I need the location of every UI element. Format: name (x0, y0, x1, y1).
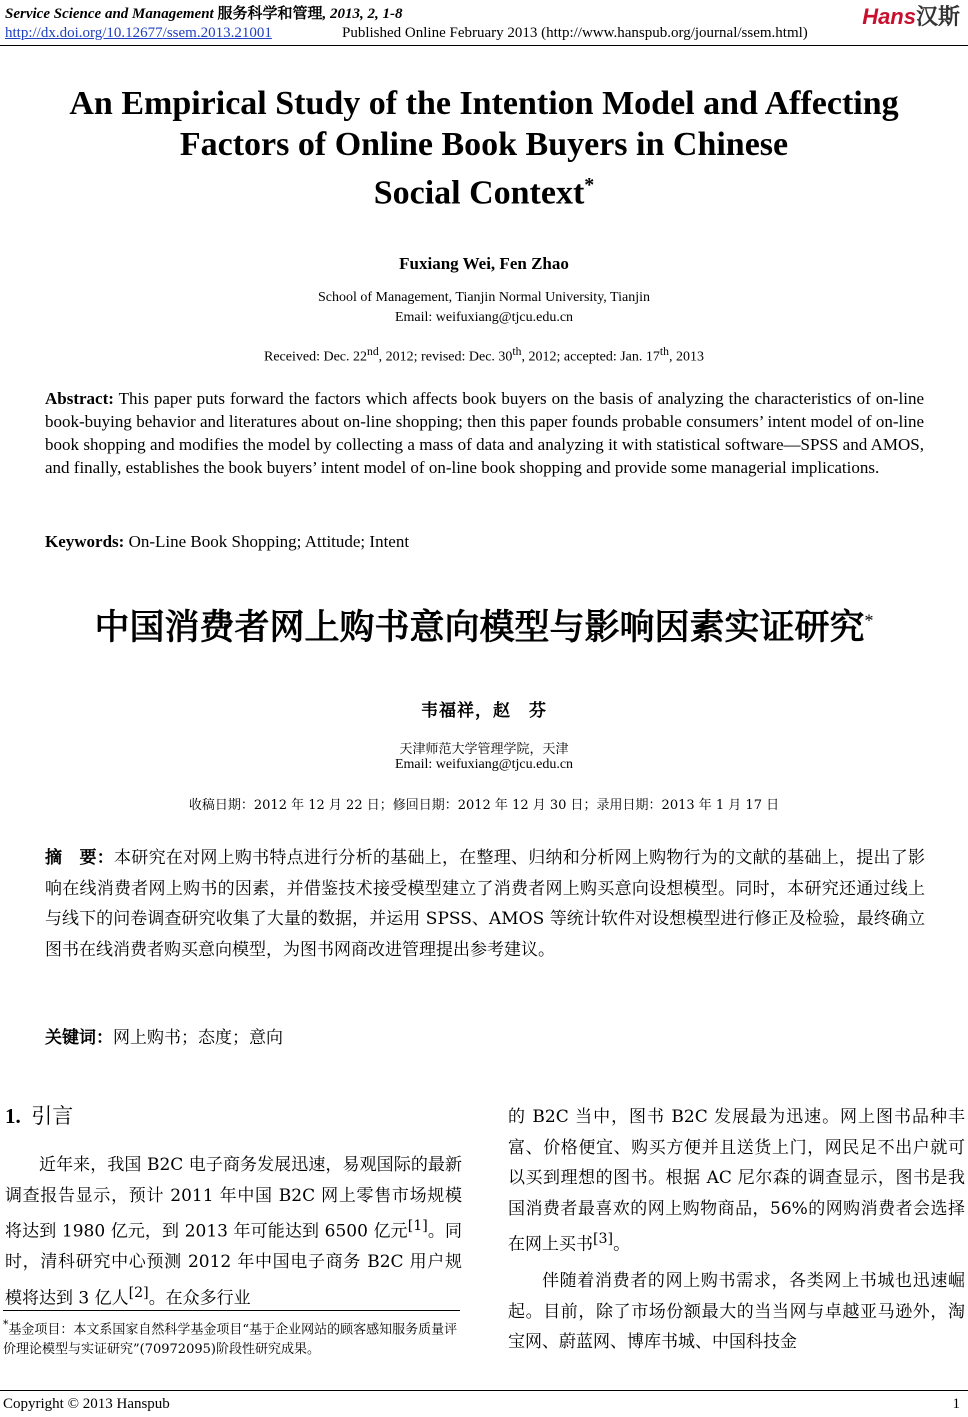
title-line-2: Factors of Online Book Buyers in Chinese (179, 126, 789, 163)
section-title: 引言 (31, 1104, 74, 1128)
left-para-text-b: 。同时，清科研究中心预测 2012 年中国电子商务 B2C 用户规模将达到 3 亿人 (5, 1221, 462, 1309)
received-dates (0, 345, 968, 366)
hans-logo (862, 0, 960, 31)
authors-cn: 韦福祥，赵 芬 (421, 701, 547, 721)
paper-title (30, 83, 938, 213)
footnote-divider (3, 1310, 460, 1311)
email-cn: Email: weifuxiang@tjcu.edu.cn (394, 757, 574, 772)
logo-text-en: Hans (862, 4, 916, 29)
journal-name: Service Science and Management (5, 6, 214, 22)
abstract (45, 387, 924, 479)
received-text-b: , 2012; revised: Dec. 30 (378, 349, 513, 365)
title-footnote-mark: * (584, 174, 595, 196)
copyright: Copyright © 2013 Hanspub (3, 1396, 170, 1412)
right-para-text-b: 。 (613, 1234, 631, 1255)
footnote (3, 1315, 463, 1360)
authors: Fuxiang Wei, Fen Zhao (399, 254, 569, 273)
dates-cn: 收稿日期：2012 年 12 月 22 日；修回日期：2012 年 12 月 30 日；录用日期：2013 年 1 月 17 日 (188, 798, 780, 813)
received-sup-b: th (512, 345, 522, 358)
left-para-text-c: 。在众多行业 (148, 1288, 251, 1309)
affiliation: School of Management, Tianjin Normal University, Tianjin (318, 290, 650, 305)
right-column-paragraph-1 (508, 1102, 965, 1260)
citation-ref-3[interactable]: [3] (593, 1231, 614, 1247)
keywords-text: On-Line Book Shopping; Attitude; Intent (128, 532, 410, 551)
keywords-cn-label: 关键词： (45, 1028, 113, 1048)
right-column-paragraph-2: 伴随着消费者的网上购书需求，各类网上书城也迅速崛起。目前，除了市场份额最大的当当网与卓越亚马逊外，淘宝网、蔚蓝网、博库书城、中国科技金 (508, 1271, 965, 1352)
logo-text-cn: 汉斯 (915, 4, 960, 29)
abstract-label: Abstract: (45, 389, 114, 408)
abstract-cn-label: 摘 要： (45, 848, 115, 868)
header-divider (0, 45, 968, 46)
email: Email: weifuxiang@tjcu.edu.cn (394, 310, 574, 325)
keywords (45, 530, 924, 553)
citation-ref-1[interactable]: [1] (407, 1218, 428, 1234)
section-heading (5, 1100, 73, 1130)
abstract-cn-text: 本研究在对网上购书特点进行分析的基础上，在整理、归纳和分析网上购物行为的文献的基础上，提出了影响在线消费者网上购书的因素，并借鉴技术接受模型建立了消费者网上购买意向设想模型。同时，本研究还通过线上与线下的问卷调查研究收集了大量的数据，并运用 SPSS、AMOS 等统计软件对设想模型进行修正及检验，最终确立图书在线消费者购买意向模型，为图书网商改进管理提出参考建议。 (45, 848, 926, 960)
keywords-cn (45, 1023, 925, 1054)
section-number: 1. (5, 1104, 21, 1128)
abstract-cn (45, 843, 925, 965)
title-line-1: An Empirical Study of the Intention Model and Affecting (69, 85, 899, 122)
left-para-text-a: 近年来，我国 B2C 电子商务发展迅速，易观国际的最新调查报告显示，预计 2011 年中国 B2C 网上零售市场规模将达到 1980 亿元，到 2013 年可能达到 6500 亿元 (5, 1155, 462, 1242)
footer-divider (0, 1390, 968, 1391)
abstract-text: This paper puts forward the factors which affects book buyers on the basis of analyzing the characteristics of on-line book-buying behavior and literatures about on-line shopping; then this paper founds probable consumers’ intent model of on-line book shopping and modifies the model by collecting a mass of data and analyzing it with statistical software—SPSS and AMOS, and finally, establishes the book buyers’ intent model of on-line book shopping and provide some managerial implications. (45, 389, 924, 477)
journal-header (5, 2, 403, 23)
left-column-paragraph (5, 1150, 462, 1314)
title-cn-text: 中国消费者网上购书意向模型与影响因素实证研究 (94, 608, 865, 648)
title-cn-mark: * (864, 610, 874, 631)
received-text-d: , 2013 (668, 349, 704, 365)
title-line-3-text: Social Context (373, 174, 585, 212)
title-line-3 (30, 165, 938, 213)
received-sup-c: th (659, 345, 669, 358)
paper-title-cn (0, 600, 968, 650)
keywords-cn-text: 网上购书；态度；意向 (113, 1028, 283, 1048)
journal-name-cn: 服务科学和管理 (217, 6, 323, 22)
right-para-text-a: 的 B2C 当中，图书 B2C 发展最为迅速。网上图书品种丰富、价格便宜、购买方便并且送货上门，网民足不出户就可以买到理想的图书。根据 AC 尼尔森的调查显示，图书是我国消费者最喜欢的网上购物商品，56%的网购消费者会选择在网上买书 (508, 1107, 965, 1255)
doi-link[interactable]: http://dx.doi.org/10.12677/ssem.2013.21001 (5, 25, 272, 41)
published-online: Published Online February 2013 (http://www.hanspub.org/journal/ssem.html) (342, 25, 808, 41)
affiliation-cn: 天津师范大学管理学院，天津 (399, 742, 569, 757)
page-number: 1 (952, 1396, 960, 1412)
received-sup-a: nd (367, 345, 379, 358)
footnote-text: 基金项目：本文系国家自然科学基金项目“基于企业网站的顾客感知服务质量评价理论模型与实证研究”(70972095)阶段性研究成果。 (3, 1322, 458, 1358)
received-text-a: Received: Dec. 22 (264, 349, 368, 365)
citation-ref-2[interactable]: [2] (128, 1284, 149, 1301)
footnote-mark: * (3, 1318, 9, 1331)
journal-citation: , 2013, 2, 1-8 (322, 6, 403, 22)
received-text-c: , 2012; accepted: Jan. 17 (521, 349, 660, 365)
keywords-label: Keywords: (45, 532, 125, 551)
